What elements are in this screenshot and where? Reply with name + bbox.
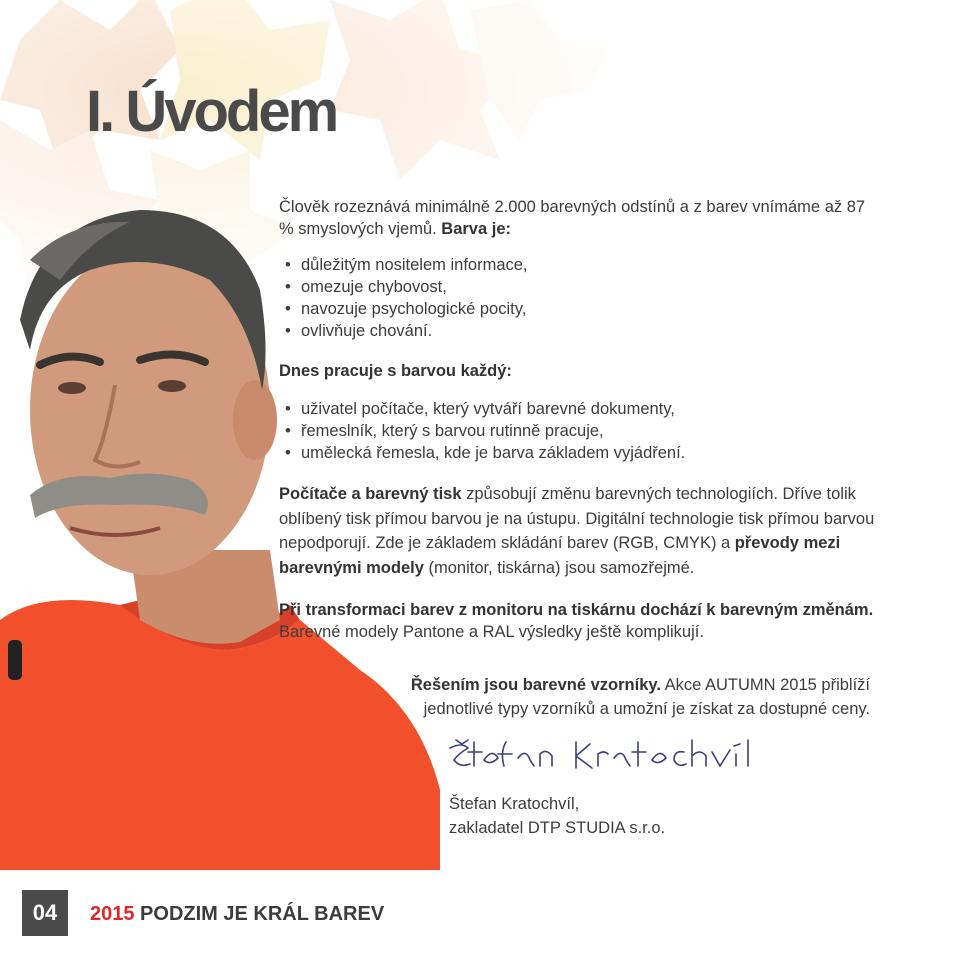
transform-text: Barevné modely Pantone a RAL výsledky ještě komplikují. <box>279 623 704 641</box>
computers-paragraph <box>279 482 879 580</box>
list-item: • umělecká řemesla, kde je barva základem vyjádření. <box>301 442 879 464</box>
list-item: • uživatel počítače, který vytváří barevné dokumenty, <box>301 398 879 420</box>
author-name: Štefan Kratochvíl, <box>449 795 580 813</box>
works-heading <box>279 360 879 382</box>
list-item: • navozuje psychologické pocity, <box>301 298 879 320</box>
footer-title-text: PODZIM JE KRÁL BAREV <box>134 903 385 925</box>
color-is-list <box>279 254 879 342</box>
list-item: • řemeslník, který s barvou rutinně pracuje, <box>301 420 879 442</box>
transform-bold: Při transformaci barev z monitoru na tiskárnu dochází k barevným změnám. <box>279 601 874 619</box>
intro-paragraph <box>279 196 879 240</box>
solution-bold: Řešením jsou barevné vzorníky. <box>410 676 661 694</box>
intro-bold: Barva je: <box>441 220 512 238</box>
workers-list <box>279 398 879 464</box>
footer-title <box>90 903 384 926</box>
list-item: • omezuje chybovost, <box>301 276 879 298</box>
author-block <box>449 792 665 840</box>
page-footer <box>0 890 960 940</box>
list-item: • důležitým nositelem informace, <box>301 254 879 276</box>
solution-text: Akce AUTUMN 2015 přiblíží jednotlivé typy vzorníků a umožní je získat za dostupné ceny. <box>423 676 870 718</box>
author-role: zakladatel DTP STUDIA s.r.o. <box>449 819 666 837</box>
solution-paragraph <box>400 673 870 721</box>
page-number: 04 <box>22 890 68 936</box>
computers-bold-1: Počítače a barevný tisk <box>279 485 462 503</box>
footer-year: 2015 <box>90 903 135 925</box>
computers-text-2: (monitor, tiskárna) jsou samozřejmé. <box>423 558 695 577</box>
computers-text-1: způsobují změnu barevných technologiích. Dříve tolik oblíbený tisk přímou barvou je na ústupu. Digitální technologie tisk přímou barvou nepodporují. Zde je základem skládání barev (RGB, CMYK) a <box>279 485 875 552</box>
computers-bold-2: převody mezi barevnými modely <box>279 534 841 577</box>
signature-image <box>448 738 758 778</box>
transform-paragraph <box>279 599 879 643</box>
main-text <box>279 196 879 643</box>
intro-text: Člověk rozeznává minimálně 2.000 barevných odstínů a z barev vnímáme až 87 % smyslových vjemů. <box>279 198 866 238</box>
page-title: I. Úvodem <box>86 79 337 144</box>
works-heading-text: Dnes pracuje s barvou každý: <box>279 362 512 380</box>
list-item: • ovlivňuje chování. <box>301 320 879 342</box>
